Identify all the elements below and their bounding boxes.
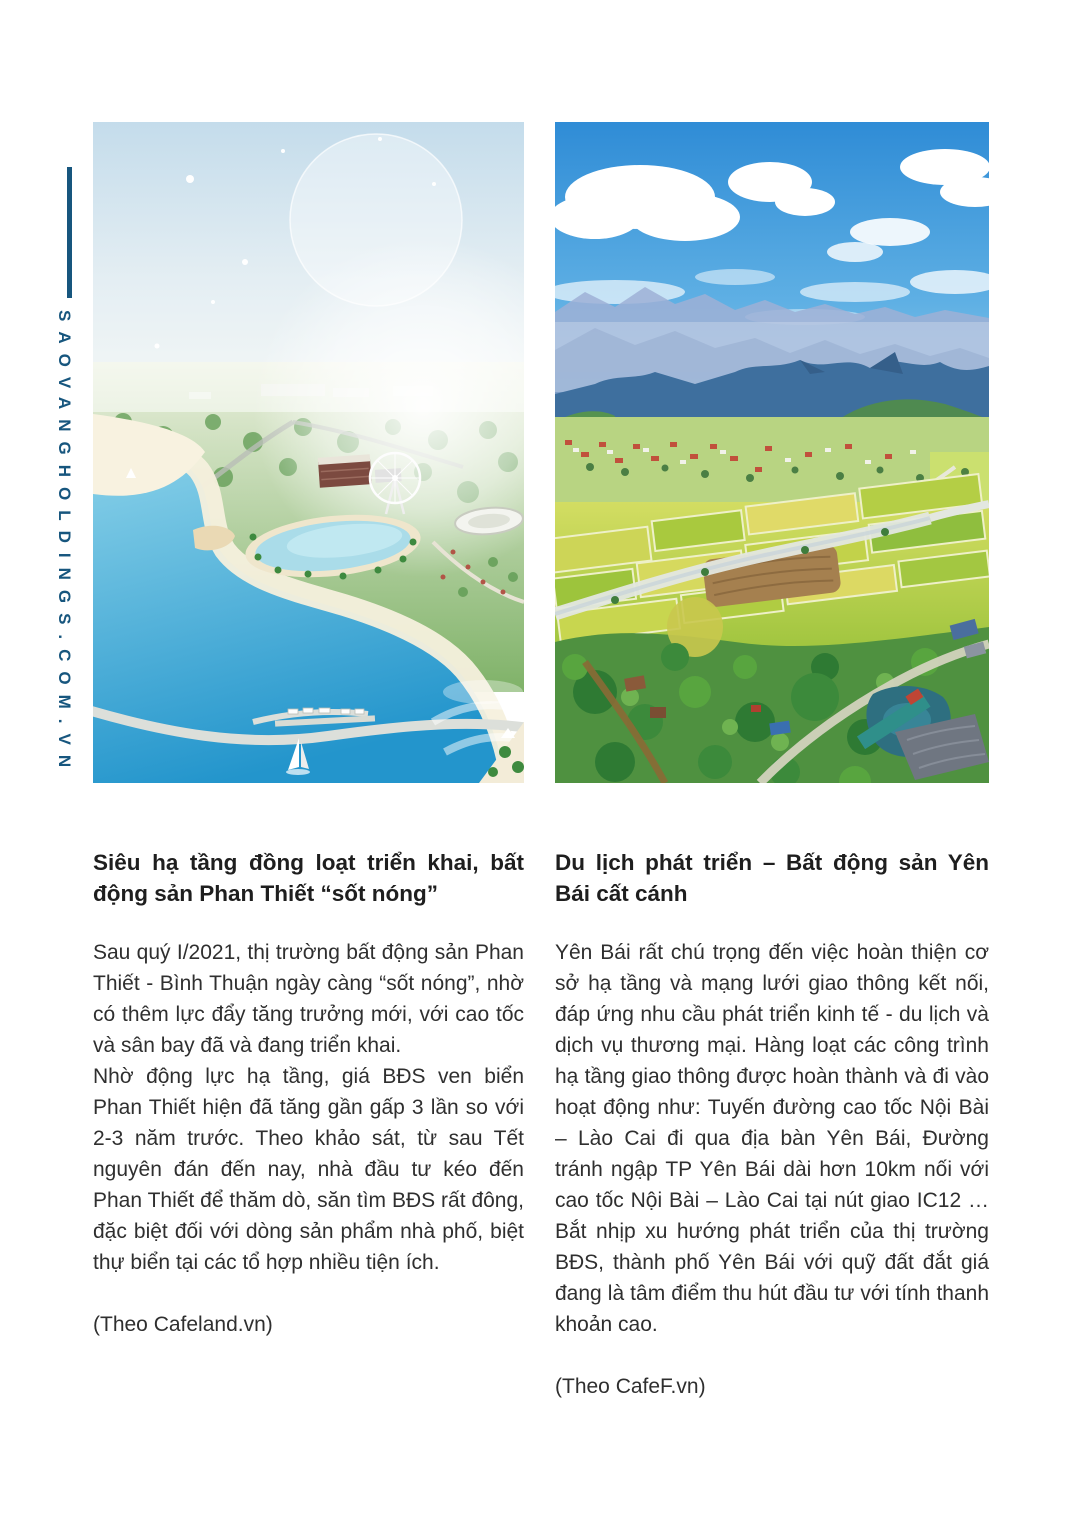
article-phan-thiet xyxy=(93,847,524,1340)
article-source: (Theo Cafeland.vn) xyxy=(93,1313,273,1336)
photo-phan-thiet-resort xyxy=(93,122,524,783)
article-yen-bai xyxy=(555,847,989,1402)
article-title: Du lịch phát triển – Bất động sản Yên Bái cất cánh xyxy=(555,850,989,906)
photo-yen-bai-valley xyxy=(555,122,989,783)
article-source: (Theo CafeF.vn) xyxy=(555,1375,706,1398)
brand-url: SAOVANGHOLDINGS.COM.VN xyxy=(55,310,74,778)
article-paragraph: Sau quý I/2021, thị trường bất động sản Phan Thiết - Bình Thuận ngày càng “sốt nóng”, nhờ có thêm lực đẩy tăng trưởng mới, với cao tốc và sân bay đã và đang triển khai. xyxy=(93,941,524,1057)
article-paragraph: Yên Bái rất chú trọng đến việc hoàn thiện cơ sở hạ tầng và mạng lưới giao thông kết nối, đáp ứng nhu cầu phát triển kinh tế - du lịch và dịch vụ thương mại. Hàng loạt các công trình hạ tầng giao thông được hoàn thành và đi vào hoạt động như: Tuyến đường cao tốc Nội Bài – Lào Cai đi qua địa bàn Yên Bái, Đường tránh ngập TP Yên Bái dài hơn 10km nối với cao tốc Nội Bài – Lào Cai tại nút giao IC12 … Bắt nhịp xu hướng phát triển của thị trường BĐS, thành phố Yên Bái với quỹ đất đắt giá đang là tâm điểm thu hút đầu tư với tính thanh khoản cao. xyxy=(555,941,989,1336)
article-title: Siêu hạ tầng đồng loạt triển khai, bất động sản Phan Thiết “sốt nóng” xyxy=(93,850,524,906)
article-paragraph: Nhờ động lực hạ tầng, giá BĐS ven biển Phan Thiết hiện đã tăng gần gấp 3 lần so với 2-3 năm trước. Theo khảo sát, từ sau Tết nguyên đán đến nay, nhà đầu tư kéo đến Phan Thiết để thăm dò, săn tìm BĐS rất đông, đặc biệt đối với dòng sản phẩm nhà phố, biệt thự biển tại các tổ hợp nhiều tiện ích. xyxy=(93,1065,524,1274)
vertical-rule xyxy=(67,167,72,298)
